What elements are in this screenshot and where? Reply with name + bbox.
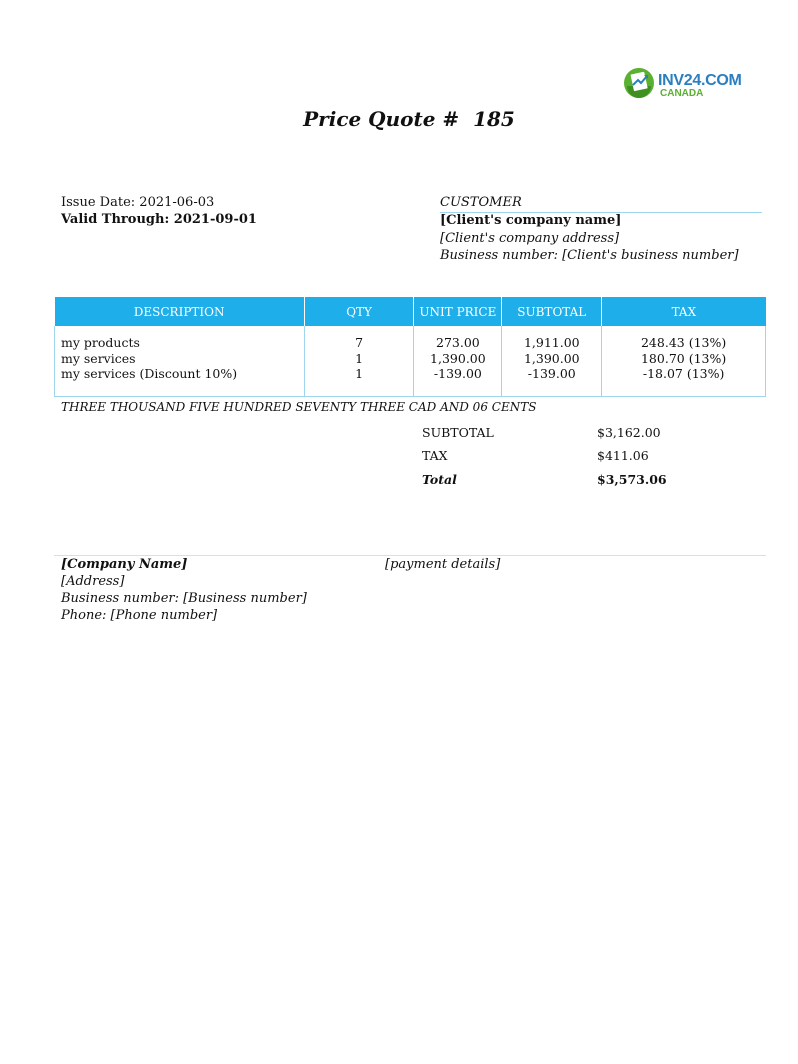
table-row-tax: 180.70 (13%)	[640, 350, 727, 366]
logo-icon	[622, 66, 656, 100]
header-qty: QTY	[304, 297, 414, 326]
subtotal-value: $3,162.00	[597, 425, 661, 440]
description-cell	[55, 326, 305, 396]
tax-label: TAX	[422, 448, 448, 463]
table-row-subtotal: 1,911.00	[523, 335, 580, 350]
qty-cell	[304, 326, 414, 396]
table-row-unit-price: 1,390.00	[430, 350, 486, 366]
company-phone: Phone: [Phone number]	[61, 608, 218, 623]
page-title: Price Quote # 185	[303, 107, 515, 131]
customer-business-number: Business number: [Client's business number]	[440, 248, 739, 263]
table-row-qty: 1	[355, 350, 364, 366]
total-value: $3,573.06	[597, 472, 667, 487]
subtotal-label: SUBTOTAL	[422, 425, 494, 440]
table-header-row	[55, 297, 766, 326]
table-row-description: my products	[61, 335, 140, 350]
tax-value: $411.06	[597, 448, 649, 463]
tax-cell	[602, 326, 766, 396]
company-name: [Company Name]	[61, 557, 188, 572]
table-row-qty: 7	[355, 335, 364, 350]
table-row-subtotal: 1,390.00	[523, 350, 580, 366]
issue-date-value: 2021-06-03	[139, 195, 215, 210]
table-row-subtotal: -139.00	[527, 366, 576, 381]
items-table	[54, 297, 766, 397]
table-row-unit-price: -139.00	[433, 366, 482, 381]
issue-date	[61, 195, 214, 210]
customer-address: [Client's company address]	[440, 231, 620, 246]
logo	[622, 66, 742, 102]
table-row-qty: 1	[355, 366, 364, 381]
footer-divider	[54, 555, 766, 556]
issue-date-label: Issue Date:	[61, 195, 136, 210]
table-row-tax: -18.07 (13%)	[642, 366, 725, 381]
total-label: Total	[422, 472, 457, 487]
valid-through-label: Valid Through:	[61, 212, 170, 227]
table-row-unit-price: 273.00	[436, 335, 480, 350]
unit-price-cell	[414, 326, 502, 396]
company-business-number: Business number: [Business number]	[61, 591, 307, 606]
table-body-row	[55, 326, 766, 396]
header-description: DESCRIPTION	[55, 297, 305, 326]
header-subtotal: SUBTOTAL	[502, 297, 602, 326]
customer-name: [Client's company name]	[440, 213, 622, 228]
table-row-tax: 248.43 (13%)	[640, 335, 727, 350]
valid-through	[61, 212, 257, 227]
table-row-description: my services (Discount 10%)	[61, 366, 238, 381]
customer-label: CUSTOMER	[440, 195, 522, 210]
logo-subtext: CANADA	[660, 88, 704, 99]
header-unit-price: UNIT PRICE	[414, 297, 502, 326]
amount-in-words: THREE THOUSAND FIVE HUNDRED SEVENTY THREE CAD AND 06 CENTS	[61, 400, 537, 414]
payment-details: [payment details]	[385, 557, 501, 572]
subtotal-cell	[502, 326, 602, 396]
logo-text: INV24.COM	[658, 72, 742, 89]
table-row-description: my services	[61, 350, 136, 366]
valid-through-value: 2021-09-01	[173, 212, 257, 227]
company-address: [Address]	[61, 574, 125, 589]
header-tax: TAX	[602, 297, 766, 326]
